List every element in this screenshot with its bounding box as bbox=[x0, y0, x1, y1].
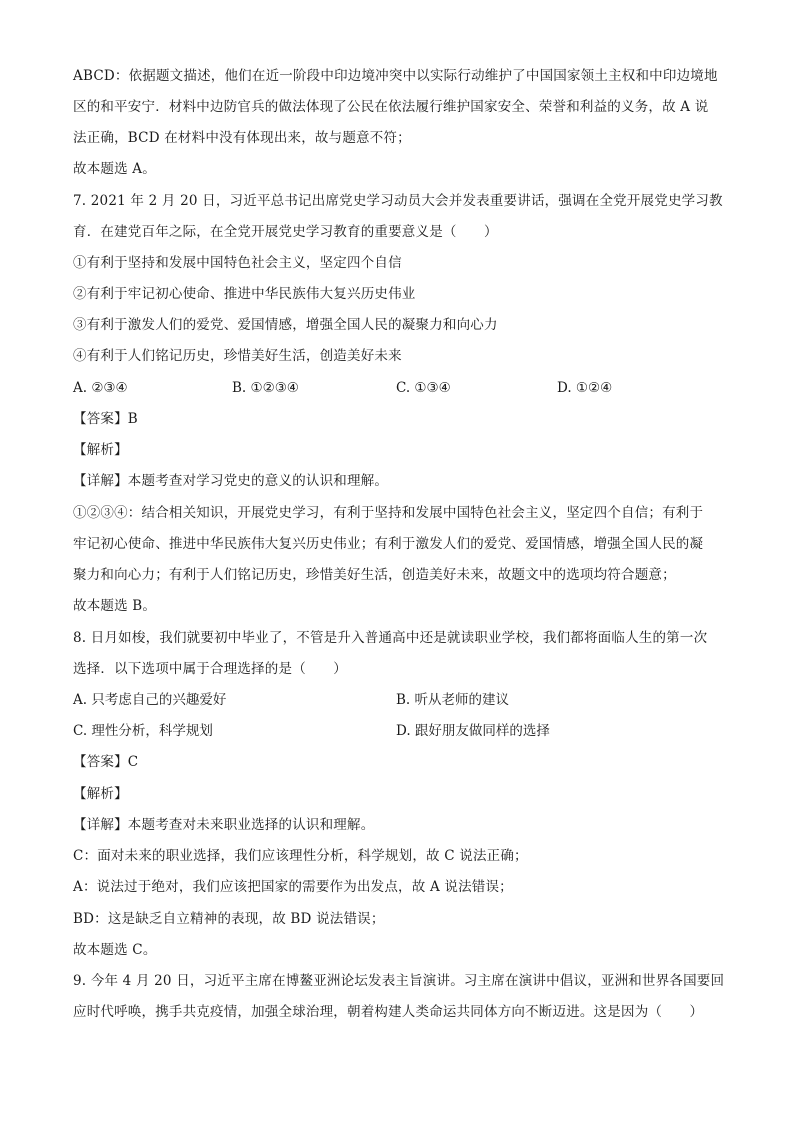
q8-detail: 【详解】本题考查对未来职业选择的认识和理解。 bbox=[73, 817, 375, 833]
q7-explain-line-1: ①②③④：结合相关知识，开展党史学习，有利于坚持和发展中国特色社会主义，坚定四个自信；有利于 bbox=[73, 505, 704, 521]
q7-conclusion: 故本题选 B。 bbox=[73, 598, 157, 614]
q8-analysis-tag: 【解析】 bbox=[73, 786, 128, 802]
q8-answer: 【答案】C bbox=[73, 754, 139, 770]
q9-stem-line-2: 应时代呼唤，携手共克疫情，加强全球治理，朝着构建人类命运共同体方向不断迈进。这是因为（ ） bbox=[73, 1004, 704, 1020]
q7-item-4: ④有利于人们铭记历史，珍惜美好生活，创造美好未来 bbox=[73, 348, 402, 364]
q8-stem-line-1: 8. 日月如梭，我们就要初中毕业了，不管是升入普通高中还是就读职业学校，我们都将面临人生的第一次 bbox=[73, 630, 708, 646]
q7-explain-line-2: 牢记初心使命、推进中华民族伟大复兴历史伟业；有利于激发人们的爱党、爱国情感，增强全国人民的凝 bbox=[73, 536, 704, 552]
q7-item-1: ①有利于坚持和发展中国特色社会主义，坚定四个自信 bbox=[73, 255, 402, 271]
q8-option-a: A. 只考虑自己的兴趣爱好 bbox=[73, 692, 227, 708]
q6-analysis-line-3: 法正确，BCD 在材料中没有体现出来，故与题意不符； bbox=[73, 130, 411, 146]
q8-explain-c: C：面对未来的职业选择，我们应该理性分析，科学规划，故 C 说法正确； bbox=[73, 848, 528, 864]
q8-stem-line-2: 选择．以下选项中属于合理选择的是（ ） bbox=[73, 661, 347, 677]
q7-option-d: D. ①②④ bbox=[557, 380, 613, 396]
q7-option-c: C. ①③④ bbox=[396, 380, 451, 396]
q7-explain-line-3: 聚力和向心力；有利于人们铭记历史，珍惜美好生活，创造美好未来，故题文中的选项均符合题意； bbox=[73, 567, 676, 583]
q7-item-2: ②有利于牢记初心使命、推进中华民族伟大复兴历史伟业 bbox=[73, 286, 416, 302]
q7-detail: 【详解】本题考查对学习党史的意义的认识和理解。 bbox=[73, 473, 389, 489]
q7-option-a: A. ②③④ bbox=[73, 380, 128, 396]
q8-option-d: D. 跟好朋友做同样的选择 bbox=[396, 723, 550, 739]
q8-option-b: B. 听从老师的建议 bbox=[396, 692, 510, 708]
q7-answer: 【答案】B bbox=[73, 411, 138, 427]
q9-stem-line-1: 9. 今年 4 月 20 日，习近平主席在博鳌亚洲论坛发表主旨演讲。习主席在演讲中倡议，亚洲和世界各国要回 bbox=[73, 973, 725, 989]
q6-analysis-line-1: ABCD：依据题文描述，他们在近一阶段中印边境冲突中以实际行动维护了中国国家领土主权和中印边境地 bbox=[73, 68, 718, 84]
q7-option-b: B. ①②③④ bbox=[232, 380, 299, 396]
q7-analysis-tag: 【解析】 bbox=[73, 442, 128, 458]
q8-explain-bd: BD：这是缺乏自立精神的表现，故 BD 说法错误； bbox=[73, 911, 385, 927]
q7-stem-line-1: 7. 2021 年 2 月 20 日，习近平总书记出席党史学习动员大会并发表重要讲话，强调在全党开展党史学习教 bbox=[73, 193, 723, 209]
q6-conclusion: 故本题选 A。 bbox=[73, 161, 156, 177]
q7-item-3: ③有利于激发人们的爱党、爱国情感，增强全国人民的凝聚力和向心力 bbox=[73, 317, 498, 333]
q8-explain-a: A：说法过于绝对，我们应该把国家的需要作为出发点，故 A 说法错误； bbox=[73, 879, 513, 895]
q7-stem-line-2: 育．在建党百年之际，在全党开展党史学习教育的重要意义是（ ） bbox=[73, 224, 498, 240]
q6-analysis-line-2: 区的和平安宁．材料中边防官兵的做法体现了公民在依法履行维护国家安全、荣誉和利益的义务，故 A 说 bbox=[73, 99, 709, 115]
q8-conclusion: 故本题选 C。 bbox=[73, 942, 157, 958]
q8-option-c: C. 理性分析，科学规划 bbox=[73, 723, 213, 739]
